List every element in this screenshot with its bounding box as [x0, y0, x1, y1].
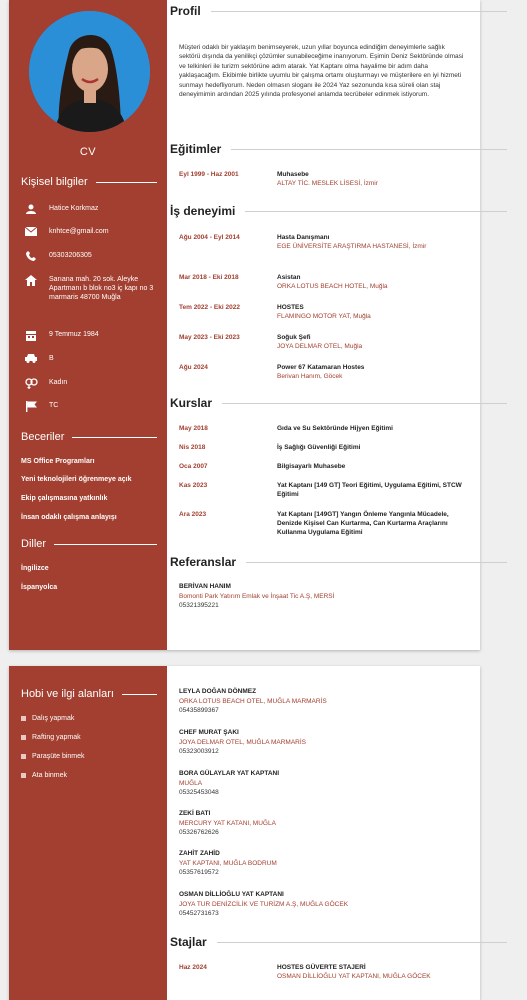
divider	[96, 182, 157, 183]
entry-subtitle: Berivan Hanım, Göcek	[277, 373, 343, 380]
profile-text: Müşteri odaklı bir yaklaşım benimseyerek, uzun yıllar boyunca edindiğim deneyimlerle sağlık sektörü dışında da yenilikçi çözümler sunabileceğime inanıyorum. Eşimin Deniz Sektöründe olmasi ve telkinleri ile turizm sektörüne adım atarak. Yat Kaptanı olma hayalime bir adım daha yaklaşacağım. Ekibimle birlikte uyumlu bir çalışma ortamı oluşturmayı ve müşterilere en iyi hizmeti sunmayı hedefliyorum. Neden olmasın sloganı ile 2024 Yaz sezonunda kısa süreli olan staj deneyimimin ardından 2025 yılında profesyonel anlamda tecrübeler edinmek istiyorum.	[179, 44, 464, 99]
languages-title-text: Diller	[21, 538, 47, 550]
reference-phone: 05357619572	[179, 869, 219, 876]
language-item: İspanyolca	[21, 584, 58, 591]
reference-name: LEYLA DOĞAN DÖNMEZ	[179, 688, 257, 695]
reference-name: BERİVAN HANIM	[179, 583, 231, 590]
gender-icon	[21, 378, 41, 389]
home-icon	[21, 275, 41, 302]
bullet-square-icon	[21, 716, 26, 721]
entry-date: Oca 2007	[179, 463, 208, 470]
course-entry	[179, 424, 469, 433]
sidebar	[9, 666, 167, 1000]
entry-date: Eyl 1999 - Haz 2001	[179, 171, 239, 178]
reference-phone: 05452731673	[179, 910, 219, 917]
personal-info-title-text: Kişisel bilgiler	[21, 176, 88, 188]
divider	[72, 437, 157, 438]
skills-title	[21, 431, 167, 443]
skill-item: MS Office Programları	[21, 458, 95, 465]
car-icon	[21, 354, 41, 363]
phone-icon	[21, 251, 41, 261]
course-entry	[179, 510, 469, 537]
divider	[245, 211, 507, 212]
entry-title: Yat Kaptanı [149GT] Yangın Önleme Yangınla Mücadele, Denizde Kişisel Can Kurtarma, Can Kurtarma Araçlarını Kullanma Uygulama Eğitimi	[277, 511, 449, 536]
personal-item-name	[21, 204, 161, 214]
course-entry	[179, 443, 469, 452]
divider	[222, 403, 507, 404]
internships-title: Stajlar	[170, 935, 207, 949]
reference-entry	[179, 890, 469, 919]
entry-title: Muhasebe	[277, 171, 309, 178]
reference-phone: 05323003912	[179, 748, 219, 755]
hobby-label: Ata binmek	[32, 772, 68, 779]
reference-entry	[179, 849, 469, 878]
skill-item: Yeni teknolojileri öğrenmeye açık	[21, 476, 132, 483]
cv-label: CV	[79, 146, 97, 158]
entry-subtitle: FLAMINGO MOTOR YAT, Muğla	[277, 313, 371, 320]
entry-date: Kas 2023	[179, 482, 208, 489]
work-entry	[179, 273, 469, 291]
entry-title: Hasta Danışmanı	[277, 234, 330, 241]
personal-item-nationality	[21, 401, 161, 412]
reference-entry	[179, 728, 469, 757]
personal-item-license	[21, 354, 161, 363]
reference-name: BORA GÜLAYLAR YAT KAPTANI	[179, 770, 280, 777]
personal-item-address	[21, 275, 161, 302]
entry-title: Power 67 Katamaran Hostes	[277, 364, 365, 371]
entry-subtitle: EGE ÜNİVERSİTE ARAŞTIRMA HASTANESİ, İzmir	[277, 243, 427, 250]
internship-entry	[179, 963, 469, 981]
hobby-label: Rafting yapmak	[32, 734, 81, 741]
course-entry	[179, 481, 469, 499]
entry-subtitle: ALTAY TİC. MESLEK LİSESİ, İzmir	[277, 180, 378, 187]
reference-org: JOYA TUR DENİZCİLİK VE TURİZM A.Ş, MUĞLA GÖCEK	[179, 900, 349, 908]
user-icon	[21, 204, 41, 214]
entry-date: Tem 2022 - Eki 2022	[179, 304, 240, 311]
work-heading	[170, 204, 507, 218]
hobby-item	[21, 734, 81, 741]
personal-gender: Kadın	[49, 379, 68, 386]
entry-date: May 2023 - Eki 2023	[179, 334, 240, 341]
calendar-icon	[21, 330, 41, 341]
entry-title: Asistan	[277, 274, 301, 281]
reference-org: MERCURY YAT KATANI, MUĞLA	[179, 819, 276, 827]
entry-title: İş Sağlığı Güvenliği Eğitimi	[277, 444, 361, 451]
reference-phone: 05326762626	[179, 829, 219, 836]
hobby-item	[21, 715, 74, 722]
entry-date: Mar 2018 - Eki 2018	[179, 274, 239, 281]
personal-phone: 05303206305	[49, 252, 92, 259]
reference-name: ZAHİT ZAHİD	[179, 850, 220, 857]
envelope-icon	[21, 227, 41, 236]
education-heading	[170, 142, 507, 156]
personal-item-email	[21, 227, 161, 236]
divider	[231, 149, 507, 150]
personal-item-birthdate	[21, 330, 161, 341]
personal-address: Sarıana mah. 20 sok. Aleyke Apartmanı b blok no3 iç kapı no 3 marmaris 48700 Muğla	[49, 276, 154, 301]
work-title: İş deneyimi	[170, 204, 236, 218]
bullet-square-icon	[21, 735, 26, 740]
entry-subtitle: ORKA LOTUS BEACH HOTEL, Muğla	[277, 283, 388, 290]
hobby-label: Dalış yapmak	[32, 715, 75, 722]
entry-date: Ağu 2024	[179, 364, 208, 371]
reference-entry	[179, 582, 469, 611]
education-entry	[179, 170, 469, 188]
courses-heading	[170, 396, 507, 410]
personal-nationality: TC	[49, 402, 59, 409]
personal-email[interactable]: knhtce@gmail.com	[49, 228, 109, 235]
work-entry	[179, 303, 469, 321]
reference-org: ORKA LOTUS BEACH OTEL, MUĞLA MARMARİS	[179, 697, 327, 705]
divider	[211, 11, 507, 12]
reference-entry	[179, 809, 469, 838]
language-item: İngilizce	[21, 565, 49, 572]
reference-org: Bomonti Park Yatırım Emlak ve İnşaat Tic A.Ş, MERSİ	[179, 592, 335, 600]
personal-item-gender	[21, 378, 161, 389]
divider	[246, 562, 507, 563]
reference-phone: 05325453048	[179, 789, 219, 796]
skill-item: İnsan odaklı çalışma anlayışı	[21, 514, 117, 521]
entry-subtitle: OSMAN DİLLİOĞLU YAT KAPTANI, MUĞLA GÖCEK	[277, 973, 431, 980]
reference-entry	[179, 687, 469, 716]
profile-heading	[170, 4, 507, 18]
sidebar	[9, 0, 167, 650]
work-entry	[179, 333, 469, 351]
entry-subtitle: JOYA DELMAR OTEL, Muğla	[277, 343, 363, 350]
personal-license: B	[49, 355, 54, 362]
hobby-item	[21, 753, 85, 760]
work-entry	[179, 233, 469, 251]
reference-name: OSMAN DİLLİOĞLU YAT KAPTANI	[179, 891, 284, 898]
skills-title-text: Beceriler	[21, 431, 65, 443]
divider	[54, 544, 157, 545]
profile-photo	[29, 11, 150, 132]
entry-date: Ara 2023	[179, 511, 207, 518]
personal-name: Hatice Korkmaz	[49, 205, 99, 212]
personal-birthdate: 9 Temmuz 1984	[49, 331, 99, 338]
bullet-square-icon	[21, 754, 26, 759]
reference-org: YAT KAPTANI, MUĞLA BODRUM	[179, 859, 277, 867]
personal-info-title	[21, 176, 167, 188]
education-title: Eğitimler	[170, 142, 222, 156]
course-entry	[179, 462, 469, 471]
hobby-item	[21, 772, 67, 779]
entry-title: Gıda ve Su Sektöründe Hijyen Eğitimi	[277, 425, 393, 432]
entry-title: HOSTES	[277, 304, 304, 311]
divider	[122, 694, 157, 695]
reference-org: JOYA DELMAR OTEL, MUĞLA MARMARİS	[179, 738, 307, 746]
entry-title: Bilgisayarlı Muhasebe	[277, 463, 346, 470]
flag-icon	[21, 401, 41, 412]
hobbies-title	[21, 688, 167, 700]
entry-title: Soğuk Şefi	[277, 334, 311, 341]
entry-date: Ağu 2004 - Eyl 2014	[179, 234, 240, 241]
profile-title: Profil	[170, 4, 201, 18]
personal-item-phone	[21, 251, 161, 261]
entry-date: Haz 2024	[179, 964, 207, 971]
reference-org: MUĞLA	[179, 779, 203, 787]
references-heading	[170, 555, 507, 569]
skill-item: Ekip çalışmasına yatkınlık	[21, 495, 108, 502]
internships-heading	[170, 935, 507, 949]
references-title: Referanslar	[170, 555, 237, 569]
reference-name: CHEF MURAT ŞAKI	[179, 729, 239, 736]
divider	[217, 942, 507, 943]
entry-date: Nis 2018	[179, 444, 206, 451]
reference-phone: 05321395221	[179, 602, 219, 609]
languages-title	[21, 538, 167, 550]
entry-date: May 2018	[179, 425, 208, 432]
entry-title: Yat Kaptanı [149 GT] Teori Eğitimi, Uygulama Eğitimi, STCW Eğitimi	[277, 482, 462, 498]
hobby-label: Paraşüte binmek	[32, 753, 85, 760]
bullet-square-icon	[21, 773, 26, 778]
reference-name: ZEKİ BATI	[179, 810, 211, 817]
work-entry	[179, 363, 469, 381]
courses-title: Kurslar	[170, 396, 213, 410]
reference-entry	[179, 769, 469, 798]
reference-phone: 05435899367	[179, 707, 219, 714]
entry-title: HOSTES GÜVERTE STAJERİ	[277, 964, 366, 971]
hobbies-title-text: Hobi ve ilgi alanları	[21, 688, 114, 700]
